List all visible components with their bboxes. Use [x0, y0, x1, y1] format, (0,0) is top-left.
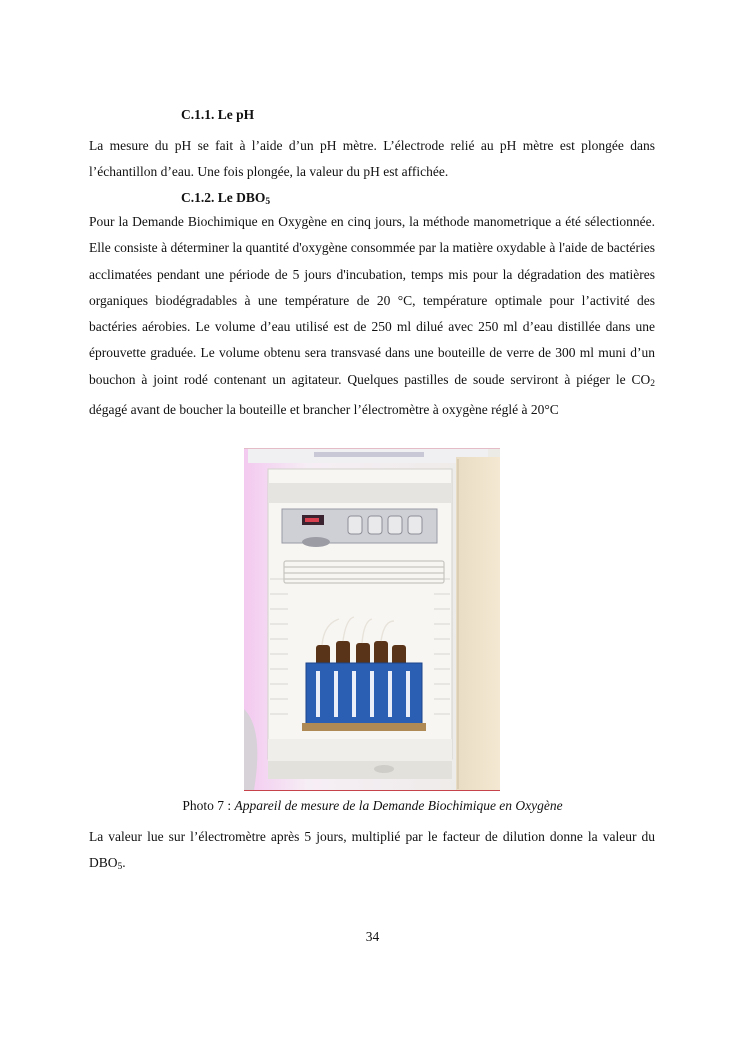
oxitop-rack: [306, 663, 422, 725]
wooden-base: [302, 723, 426, 731]
conclusion-text-part1: La valeur lue sur l’électromètre après 5 jours, multiplié par le facteur de dilution donne la valeur du DBO: [89, 829, 655, 871]
section-heading-dbo5: [181, 190, 270, 207]
caption-label: Photo 7 :: [182, 798, 235, 813]
dbo5-paragraph: [89, 209, 655, 423]
incubator-photo: [244, 448, 500, 791]
figure-caption: [0, 798, 745, 814]
conclusion-text-part2: .: [122, 855, 126, 871]
section-heading-ph: C.1.1. Le pH: [181, 107, 255, 122]
dbo5-text-part1: Pour la Demande Biochimique en Oxygène en cinq jours, la méthode manometrique a été sélectionnée. Elle consiste à déterminer la quantité d'oxygène consommée par la matière oxydable à l'aide de bactéries acclimatées pendant une période de 5 jours d'incubation, temps mis pour la dégradation des matières organiques biodégradables à une température de 20 °C, température optimale pour l’activité des bactéries aérobies. Le volume d’eau utilisé est de 250 ml dilué avec 250 ml d’eau distillée dans une éprouvette graduée. Le volume obtenu sera transvasé dans une bouteille de verre de 300 ml muni d’un bouchon à joint rodé contenant un agitateur. Quelques pastilles de soude serviront à piéger le CO: [89, 214, 655, 387]
conclusion-paragraph: [89, 824, 655, 881]
fan-icon: [302, 537, 330, 547]
page-number: 34: [365, 929, 380, 944]
dbo5-text-part2: dégagé avant de boucher la bouteille et brancher l’électromètre à oxygène réglé à 20°C: [89, 402, 559, 418]
open-door: [456, 457, 500, 790]
co2-subscript: 2: [650, 378, 655, 389]
incubator-illustration: [244, 449, 500, 790]
caption-title: Appareil de mesure de la Demande Biochimique en Oxygène: [234, 798, 563, 813]
ph-paragraph: La mesure du pH se fait à l’aide d’un pH mètre. L’électrode relié au pH mètre est plongée dans l’échantillon d’eau. Une fois plongée, la valeur du pH est affichée.: [89, 138, 655, 180]
conclusion-subscript: 5: [117, 862, 123, 873]
heading-subscript: 5: [265, 197, 271, 207]
heading-text: C.1.2. Le DBO: [181, 190, 266, 205]
